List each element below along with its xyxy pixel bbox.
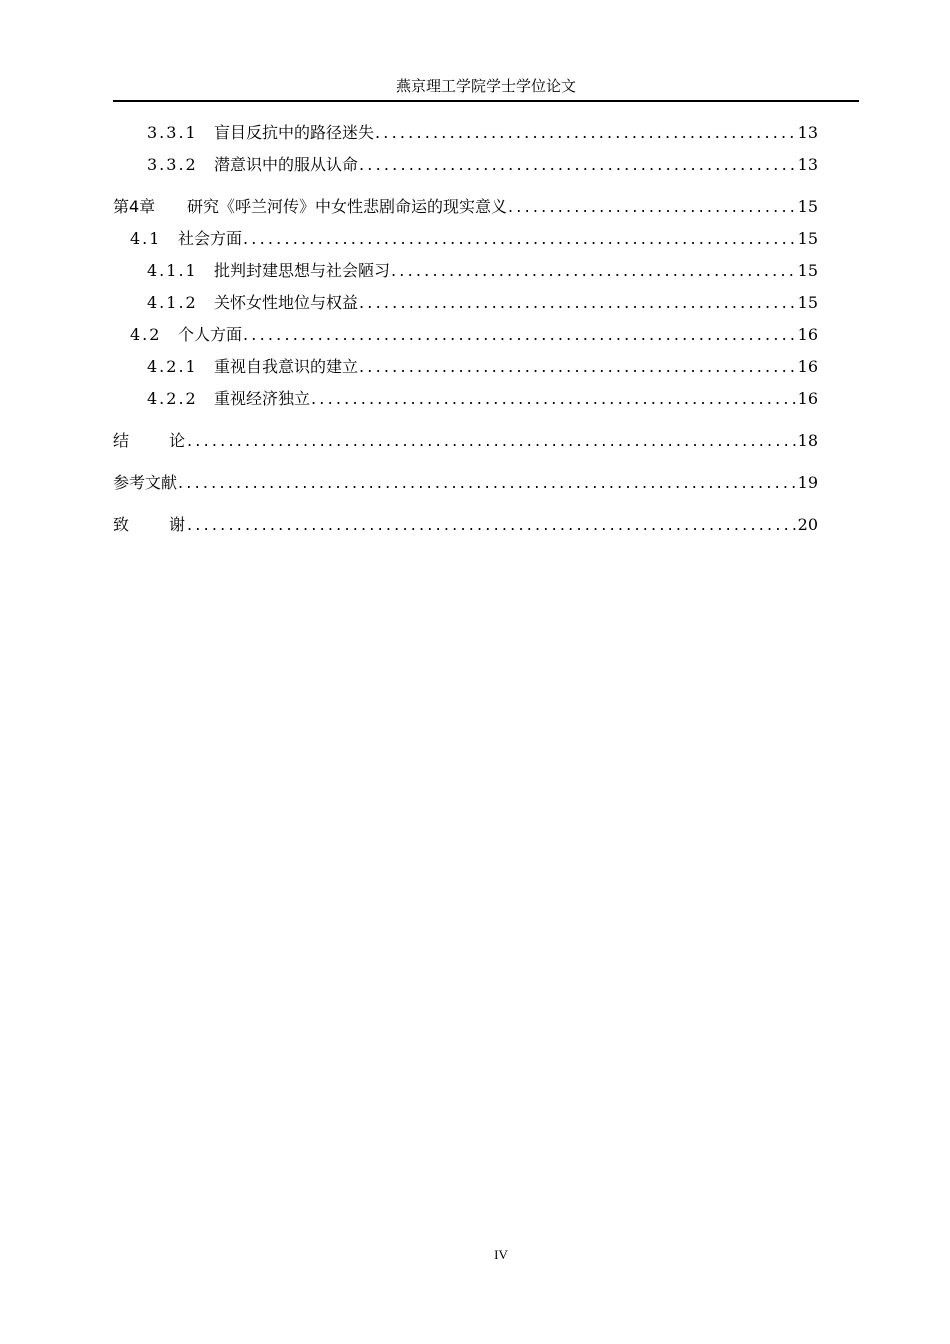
toc-leader-dots — [359, 293, 798, 312]
toc-entry-number: 4.1.1 — [147, 261, 198, 280]
toc-entry-title: 个人方面 — [178, 325, 243, 344]
page-number: IV — [494, 1247, 508, 1262]
toc-entry-number: 4.2.1 — [147, 357, 198, 376]
toc-leader-dots — [375, 123, 798, 142]
toc-entry-conclusion[interactable] — [113, 428, 818, 454]
toc-entry-acknowledgements[interactable] — [113, 512, 818, 538]
toc-entry[interactable] — [113, 120, 818, 146]
toc-entry-page: 20 — [797, 515, 818, 534]
toc-entry-title: 研究《呼兰河传》中女性悲剧命运的现实意义 — [187, 197, 508, 216]
header-rule — [113, 100, 859, 102]
toc-leader-dots — [243, 325, 798, 344]
toc-entry-page: 13 — [797, 155, 818, 174]
toc-entry[interactable] — [113, 258, 818, 284]
toc-leader-dots — [187, 515, 798, 534]
toc-entry-page: 15 — [797, 293, 818, 312]
toc-entry-number: 4.1 — [130, 229, 162, 248]
toc-entry-number: 3.3.1 — [147, 123, 198, 142]
toc-entry-number: 第4章 — [113, 197, 156, 216]
toc-entry-references[interactable] — [113, 470, 818, 496]
toc-entry[interactable] — [113, 386, 818, 412]
toc-entry-number: 3.3.2 — [147, 155, 198, 174]
toc-entry-title: 重视经济独立 — [214, 389, 311, 408]
toc-entry-page: 13 — [797, 123, 818, 142]
toc-entry-chapter[interactable] — [113, 194, 818, 220]
toc-leader-dots — [178, 473, 798, 492]
toc-entry-page: 16 — [797, 357, 818, 376]
toc-entry[interactable] — [113, 226, 818, 252]
toc-entry-title: 致谢 — [113, 515, 226, 534]
toc-entry-page: 19 — [797, 473, 818, 492]
toc-leader-dots — [187, 431, 798, 450]
toc-entry[interactable] — [113, 152, 818, 178]
toc-entry-page: 15 — [797, 197, 818, 216]
toc-leader-dots — [311, 389, 798, 408]
toc-entry-title: 批判封建思想与社会陋习 — [214, 261, 391, 280]
toc-entry-title: 社会方面 — [178, 229, 243, 248]
toc-entry-number: 4.2 — [130, 325, 162, 344]
toc-leader-dots — [359, 357, 798, 376]
toc-entry-page: 15 — [797, 229, 818, 248]
toc-entry[interactable] — [113, 354, 818, 380]
toc-entry-page: 16 — [797, 325, 818, 344]
toc-entry[interactable] — [113, 290, 818, 316]
toc-leader-dots — [243, 229, 798, 248]
toc-entry-number: 4.1.2 — [147, 293, 198, 312]
toc-entry-title: 关怀女性地位与权益 — [214, 293, 359, 312]
toc-entry[interactable] — [113, 322, 818, 348]
toc-entry-number: 4.2.2 — [147, 389, 198, 408]
toc-entry-title: 参考文献 — [113, 473, 178, 492]
toc-entry-title: 盲目反抗中的路径迷失 — [214, 123, 375, 142]
toc-entry-title: 潜意识中的服从认命 — [214, 155, 359, 174]
toc-entry-title: 重视自我意识的建立 — [214, 357, 359, 376]
toc-entry-page: 15 — [797, 261, 818, 280]
toc-leader-dots — [508, 197, 798, 216]
toc-entry-page: 18 — [797, 431, 818, 450]
toc-entry-title: 结论 — [113, 431, 226, 450]
toc-leader-dots — [391, 261, 798, 280]
toc-leader-dots — [359, 155, 798, 174]
running-header: 燕京理工学院学士学位论文 — [395, 77, 576, 95]
toc-entry-page: 16 — [797, 389, 818, 408]
